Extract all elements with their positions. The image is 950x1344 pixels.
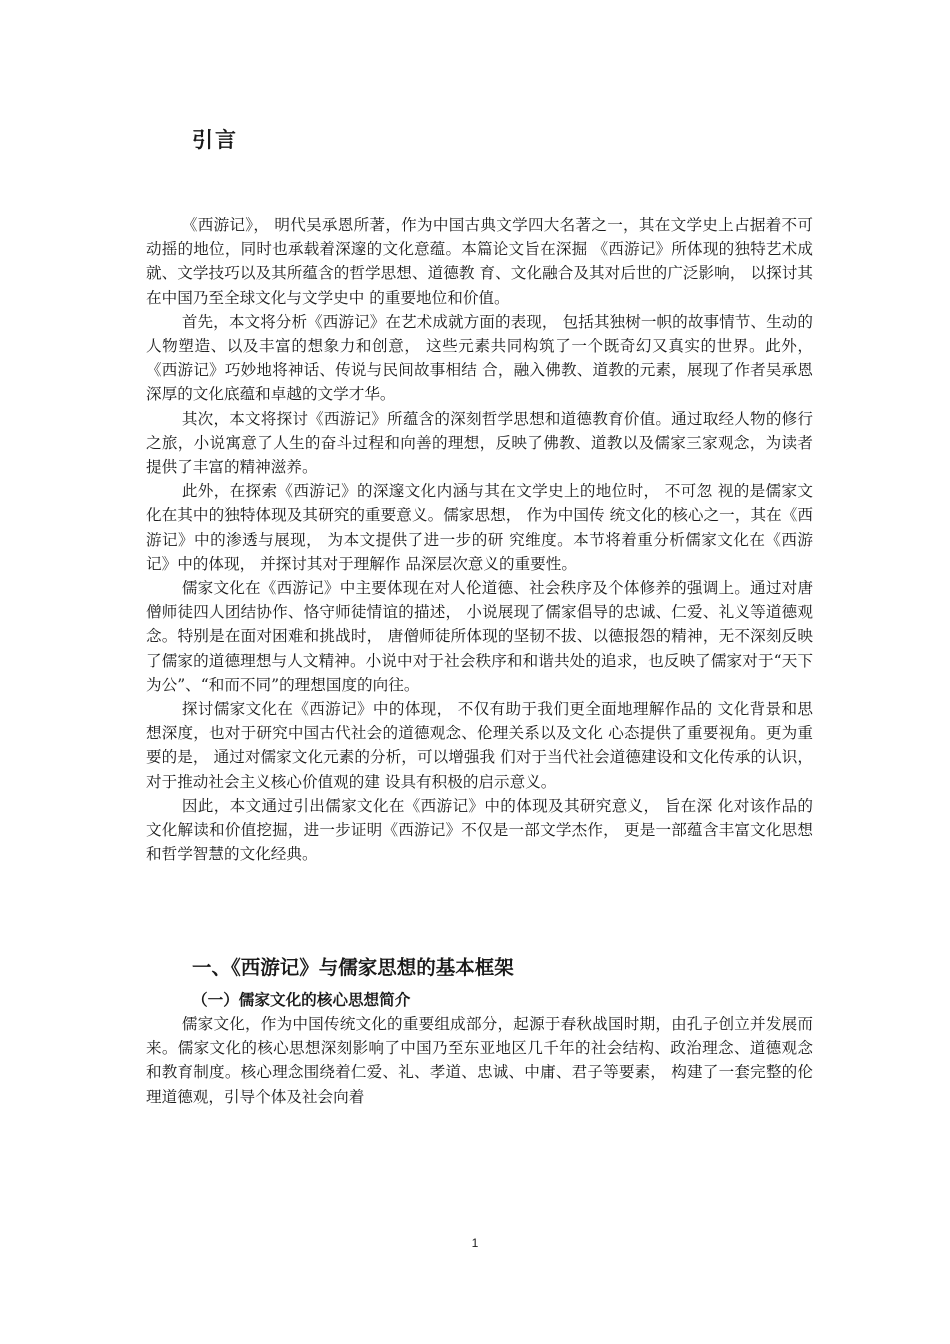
section-paragraph: 儒家文化，作为中国传统文化的重要组成部分，起源于春秋战国时期，由孔子创立并发展而来。儒家文化的核心思想深刻影响了中国乃至东亚地区几千年的社会结构、政治理念、道德观念和教育制度。核心理念围绕着仁爱、礼、孝道、忠诚、中庸、君子等要素， 构建了一套完整的伦理道德观，引导个体及社会向着 bbox=[146, 1015, 813, 1106]
intro-paragraph: 其次，本文将探讨《西游记》所蕴含的深刻哲学思想和道德教育价值。通过取经人物的修行之旅，小说寓意了人生的奋斗过程和向善的理想，反映了佛教、道教以及儒家三家观念，为读者提供了丰富的精神滋养。 bbox=[146, 409, 813, 477]
intro-paragraph: 探讨儒家文化在《西游记》中的体现， 不仅有助于我们更全面地理解作品的 文化背景和思想深度，也对于研究中国古代社会的道德观念、伦理关系以及文化 心态提供了重要视角。更为重要的是， 通过对儒家文化元素的分析，可以增强我 们对于当代社会道德建设和文化传承的认识，对于推动社会主义核心价值观的建 设具有积极的启示意义。 bbox=[146, 700, 813, 791]
intro-paragraph: 首先，本文将分析《西游记》在艺术成就方面的表现， 包括其独树一帜的故事情节、生动的人物塑造、以及丰富的想象力和创意， 这些元素共同构筑了一个既奇幻又真实的世界。此外，《西游记》巧妙地将神话、传说与民间故事相结 合，融入佛教、道教的元素，展现了作者吴承恩深厚的文化底蕴和卓越的文学才华。 bbox=[146, 312, 813, 404]
intro-paragraph: 儒家文化在《西游记》中主要体现在对人伦道德、社会秩序及个体修养的强调上。通过对唐僧师徒四人团结协作、恪守师徒情谊的描述， 小说展现了儒家倡导的忠诚、仁爱、礼义等道德观念。特别是在面对困难和挑战时， 唐僧师徒所体现的坚韧不拔、以德报怨的精神，无不深刻反映了儒家的道德理想与人文精神。小说中对于社会秩序和和谐共处的追求，也反映了儒家对于“天下为公”、“和而不同”的理想国度的向往。 bbox=[146, 579, 813, 694]
page-number: 1 bbox=[471, 1236, 479, 1250]
intro-paragraph: 此外，在探索《西游记》的深邃文化内涵与其在文学史上的地位时， 不可忽 视的是儒家文化在其中的独特体现及其研究的重要意义。儒家思想， 作为中国传 统文化的核心之一，其在《西游记》中的渗透与展现， 为本文提供了进一步的研 究维度。本节将着重分析儒家文化在《西游记》中的体现， 并探讨其对于理解作 品深层次意义的重要性。 bbox=[146, 482, 813, 573]
subsection-heading: （一）儒家文化的核心思想简介 bbox=[192, 990, 411, 1009]
section-body bbox=[146, 1012, 813, 1109]
section-heading: 一、《西游记》与儒家思想的基本框架 bbox=[192, 956, 514, 979]
intro-paragraph: 《西游记》， 明代吴承恩所著，作为中国古典文学四大名著之一，其在文学史上占据着不可动摇的地位，同时也承载着深邃的文化意蕴。本篇论文旨在深掘 《西游记》所体现的独特艺术成就、文学技巧以及其所蕴含的哲学思想、道德教 育、文化融合及其对后世的广泛影响， 以探讨其在中国乃至全球文化与文学史中 的重要地位和价值。 bbox=[146, 216, 813, 307]
intro-heading: 引言 bbox=[192, 128, 238, 152]
intro-body bbox=[146, 213, 813, 866]
intro-paragraph: 因此，本文通过引出儒家文化在《西游记》中的体现及其研究意义， 旨在深 化对该作品的文化解读和价值挖掘，进一步证明《西游记》不仅是一部文学杰作， 更是一部蕴含丰富文化思想和哲学智慧的文化经典。 bbox=[146, 796, 813, 864]
